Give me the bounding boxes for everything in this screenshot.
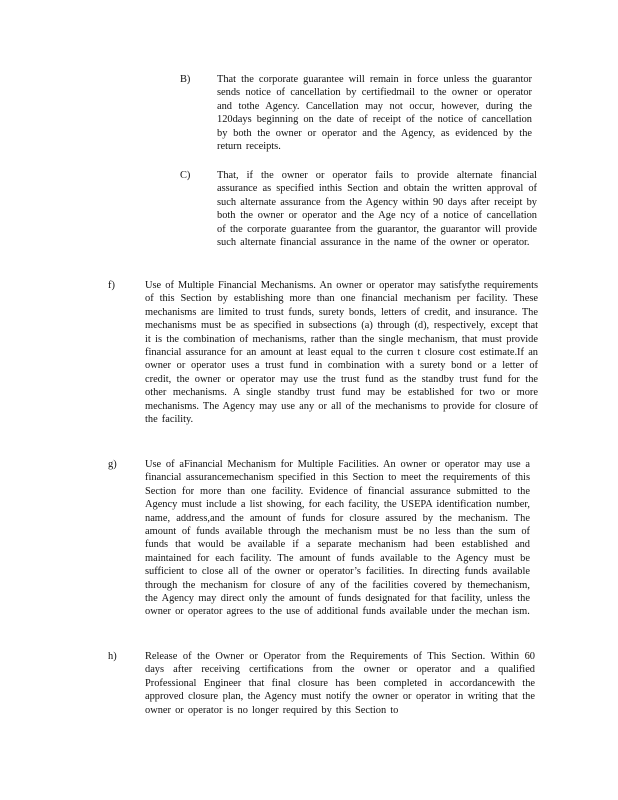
subsection-label-b: B): [180, 74, 191, 85]
section-text-f: Use of Multiple Financial Mechanisms. An owner or operator may satisfythe requirements of this Section by establishing more than one financial mechanism per facility. These mechanisms are limited to trust funds, surety bonds, letters of credit, and insurance. The mechanisms must be as specified in subsections (a) through (d), respectively, except that it is the combination of mechanisms, rather than the single mechanism, that must provide financial assurance for an amount at least equal to the curren t closure cost estimate.If an owner or operator uses a trust fund in combination with a surety bond or a letter of credit, the owner or operator may use the trust fund as the standby trust fund for the other mechanisms. A single standby trust fund may be established for two or more mechanisms. The Agency may use any or all of the mechanisms to provide for closure of the facility.: [145, 280, 538, 426]
subsection-text-c: That, if the owner or operator fails to provide alternate financial assurance as specified inthis Section and obtain the written approval of such alternate assurance from the Agency within 90 days after receipt by both the owner or operator and the Age ncy of a notice of cancellation of the corporate guarantee from the guarantor, the guarantor will provide such alternate financial assurance in the name of the owner or operator.: [217, 170, 537, 249]
section-text-h: Release of the Owner or Operator from the Requirements of This Section. Within 60 days after receiving certifications from the owner or operator and a qualified Professional Engineer that final closure has been completed in accordancewith the approved closure plan, the Agency must notify the owner or operator in writing that the owner or operator is no longer required by this Section to: [145, 651, 535, 716]
section-label-h: h): [108, 651, 117, 662]
subsection-text-b: That the corporate guarantee will remain in force unless the guarantor sends notice of cancellation by certifiedmail to the owner or operator and tothe Agency. Cancellation may not occur, however, during the 120days beginning on the date of receipt of the notice of cancellation by both the owner or operator and the Agency, as evidenced by the return receipts.: [217, 74, 532, 153]
section-label-g: g): [108, 459, 117, 470]
section-label-f: f): [108, 280, 115, 291]
subsection-label-c: C): [180, 170, 191, 181]
section-text-g: Use of aFinancial Mechanism for Multiple Facilities. An owner or operator may use a financial assurancemechanism specified in this Section to meet the requirements of this Section for more than one facility. Evidence of financial assurance submitted to the Agency must include a list showing, for each facility, the USEPA identification number, name, address,and the amount of funds for closure assured by the mechanism. The amount of funds available through the mechanism must be no less than the sum of funds that would be available if a separate mechanism had been established and maintained for each facility. The amount of funds available to the Agency must be sufficient to close all of the owner or operator’s facilities. In directing funds available through the mechanism for closure of any of the facilities covered by themechanism, the Agency may direct only the amount of funds designated for that facility, unless the owner or operator agrees to the use of additional funds available under the mechan ism.: [145, 459, 530, 618]
